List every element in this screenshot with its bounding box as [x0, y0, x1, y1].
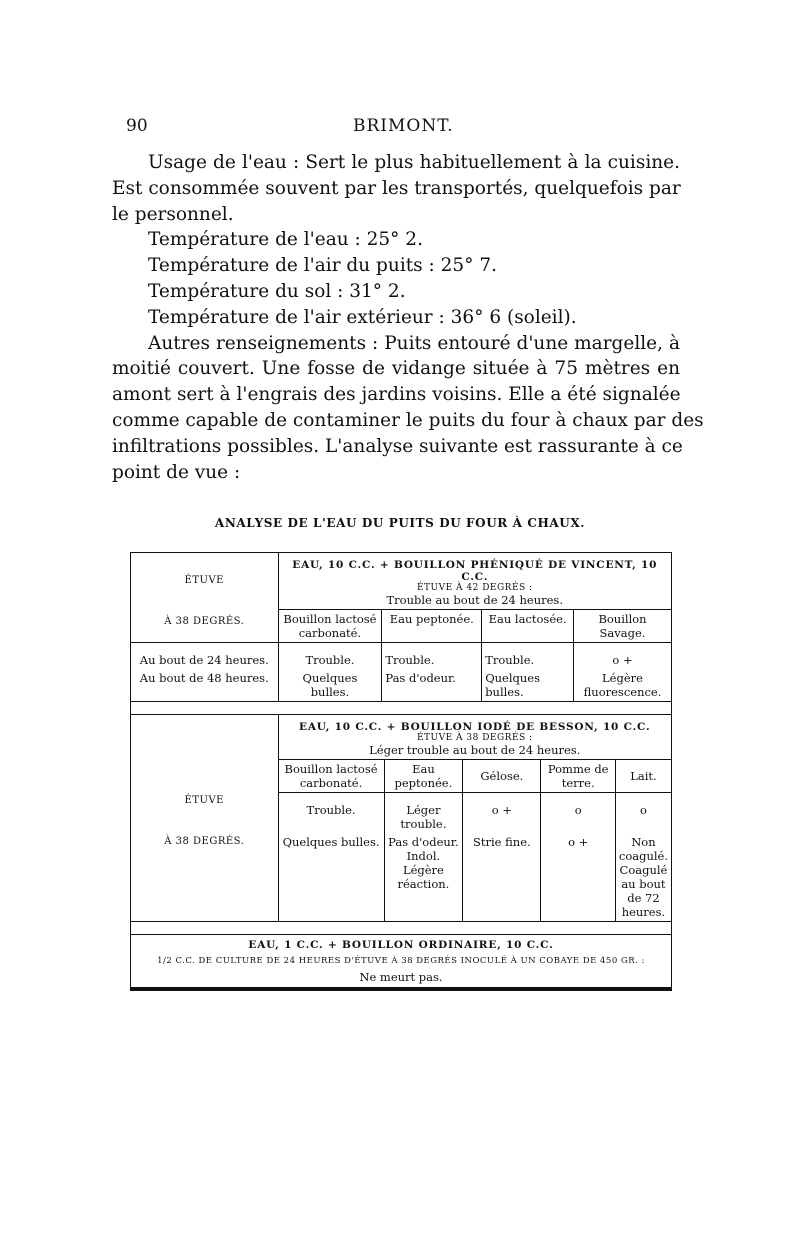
- section2-row-24h: [279, 793, 671, 834]
- page-number: 90: [126, 116, 148, 136]
- section1-col-4: Bouillon Savage.: [574, 610, 672, 643]
- body-text: [112, 150, 704, 485]
- analysis-table: [130, 552, 672, 991]
- section1-row2-c4: Légère fluorescence.: [574, 669, 672, 702]
- separator: [131, 702, 672, 715]
- text-line: amont sert à l'engrais des jardins voisins. Elle a été signalée: [112, 384, 681, 406]
- running-head: BRIMONT.: [353, 116, 454, 136]
- section1-title: EAU, 10 C.C. + BOUILLON PHÉNIQUÉ DE VINCENT, 10 C.C.: [292, 559, 658, 583]
- section1-row-24h: [131, 643, 672, 670]
- section2-row2-c2: Pas d'odeur. Indol. Légère réaction.: [384, 833, 463, 921]
- text-line: point de vue :: [112, 461, 241, 483]
- text-line: Température de l'eau : 25° 2.: [148, 229, 423, 251]
- text-line: le personnel.: [112, 203, 234, 225]
- separator: [131, 922, 672, 935]
- section2-row1-c1: Trouble.: [279, 793, 385, 834]
- text-line: moitié couvert. Une fosse de vidange située à 75 mètres en: [112, 358, 680, 380]
- section2-row-48h: [279, 833, 671, 921]
- section2-cols-cell: [278, 760, 671, 922]
- section1-row2-c2: Pas d'odeur.: [382, 669, 482, 702]
- section2-row2-c5: Non coagulé. Coagulé au bout de 72 heures.: [615, 833, 671, 921]
- section3-line3: Ne meurt pas.: [359, 970, 443, 984]
- section2-inner-table: [279, 760, 671, 921]
- section3-line1: EAU, 1 C.C. + BOUILLON ORDINAIRE, 10 C.C.: [248, 939, 554, 951]
- section2-col-5: Lait.: [615, 760, 671, 793]
- text-line: Usage de l'eau : Sert le plus habituellement à la cuisine.: [148, 152, 680, 173]
- section2-row1-c2: Léger trouble.: [384, 793, 463, 834]
- section1-temp: À 38 DEGRÉS.: [164, 615, 245, 627]
- section1-row1-label: Au bout de 24 heures.: [131, 643, 279, 670]
- text-line: Température de l'air extérieur : 36° 6 (soleil).: [148, 306, 577, 328]
- section3-row: [131, 935, 672, 990]
- section2-title: EAU, 10 C.C. + BOUILLON IODÉ DE BESSON, 10 C.C.: [299, 721, 651, 733]
- section1-row1-c2: Trouble.: [382, 643, 482, 670]
- section3-line2: 1/2 C.C. DE CULTURE DE 24 HEURES D'ÉTUVE À 38 DEGRÉS INOCULÉ À UN COBAYE DE 450 GR. :: [157, 956, 645, 966]
- section1-row1-c3: Trouble.: [482, 643, 574, 670]
- section1-sub1: ÉTUVE À 42 DEGRÉS :: [416, 583, 533, 593]
- section1-etuve-cell: [131, 553, 279, 643]
- section2-row1-c4: o: [541, 793, 615, 834]
- section1-col-1: Bouillon lactosé carbonaté.: [278, 610, 382, 643]
- section2-row2-c3: Strie fine.: [463, 833, 541, 921]
- section2-sub2: Léger trouble au bout de 24 heures.: [369, 743, 581, 757]
- section1-header-row: [131, 553, 672, 610]
- section2-row1-c3: o +: [463, 793, 541, 834]
- section2-sub1: ÉTUVE À 38 DEGRÉS :: [416, 733, 533, 743]
- section2-col-2: Eau peptonée.: [384, 760, 463, 793]
- section1-row1-c4: o +: [574, 643, 672, 670]
- section2-col-row: [279, 760, 671, 793]
- section1-row1-c1: Trouble.: [278, 643, 382, 670]
- section2-header-row: [131, 715, 672, 760]
- section1-row2-c3: Quelques bulles.: [482, 669, 574, 702]
- section2-etuve: ÉTUVE: [184, 795, 224, 806]
- section1-title-cell: [278, 553, 671, 610]
- section1-col-3: Eau lactosée.: [482, 610, 574, 643]
- text-line: Autres renseignements : Puits entouré d'une margelle, à: [148, 332, 680, 354]
- section2-col-1: Bouillon lactosé carbonaté.: [279, 760, 385, 793]
- section2-temp: À 38 DEGRÉS.: [164, 836, 245, 847]
- section1-row2-c1: Quelques bulles.: [278, 669, 382, 702]
- text-line: Température du sol : 31° 2.: [148, 280, 406, 302]
- section2-row1-c5: o: [615, 793, 671, 834]
- page-header: [126, 116, 680, 140]
- section2-row2-c1: Quelques bulles.: [279, 833, 385, 921]
- section2-etuve-cell: [131, 715, 279, 922]
- section1-etuve: ÉTUVE: [184, 574, 224, 586]
- table-caption: ANALYSE DE L'EAU DU PUITS DU FOUR À CHAUX.: [214, 516, 586, 530]
- section2-col-4: Pomme de terre.: [541, 760, 615, 793]
- text-line: Température de l'air du puits : 25° 7.: [148, 255, 497, 277]
- text-line: Est consommée souvent par les transportés, quelquefois par: [112, 177, 681, 199]
- section1-row2-label: Au bout de 48 heures.: [131, 669, 279, 702]
- section3-cell: [131, 935, 672, 990]
- section2-title-cell: [278, 715, 671, 760]
- text-line: comme capable de contaminer le puits du four à chaux par des: [112, 409, 704, 431]
- section2-row2-c4: o +: [541, 833, 615, 921]
- section1-row-48h: [131, 669, 672, 702]
- text-line: infiltrations possibles. L'analyse suivante est rassurante à ce: [112, 435, 683, 457]
- section1-col-2: Eau peptonée.: [382, 610, 482, 643]
- section1-sub2: Trouble au bout de 24 heures.: [386, 593, 563, 607]
- section2-col-3: Gélose.: [463, 760, 541, 793]
